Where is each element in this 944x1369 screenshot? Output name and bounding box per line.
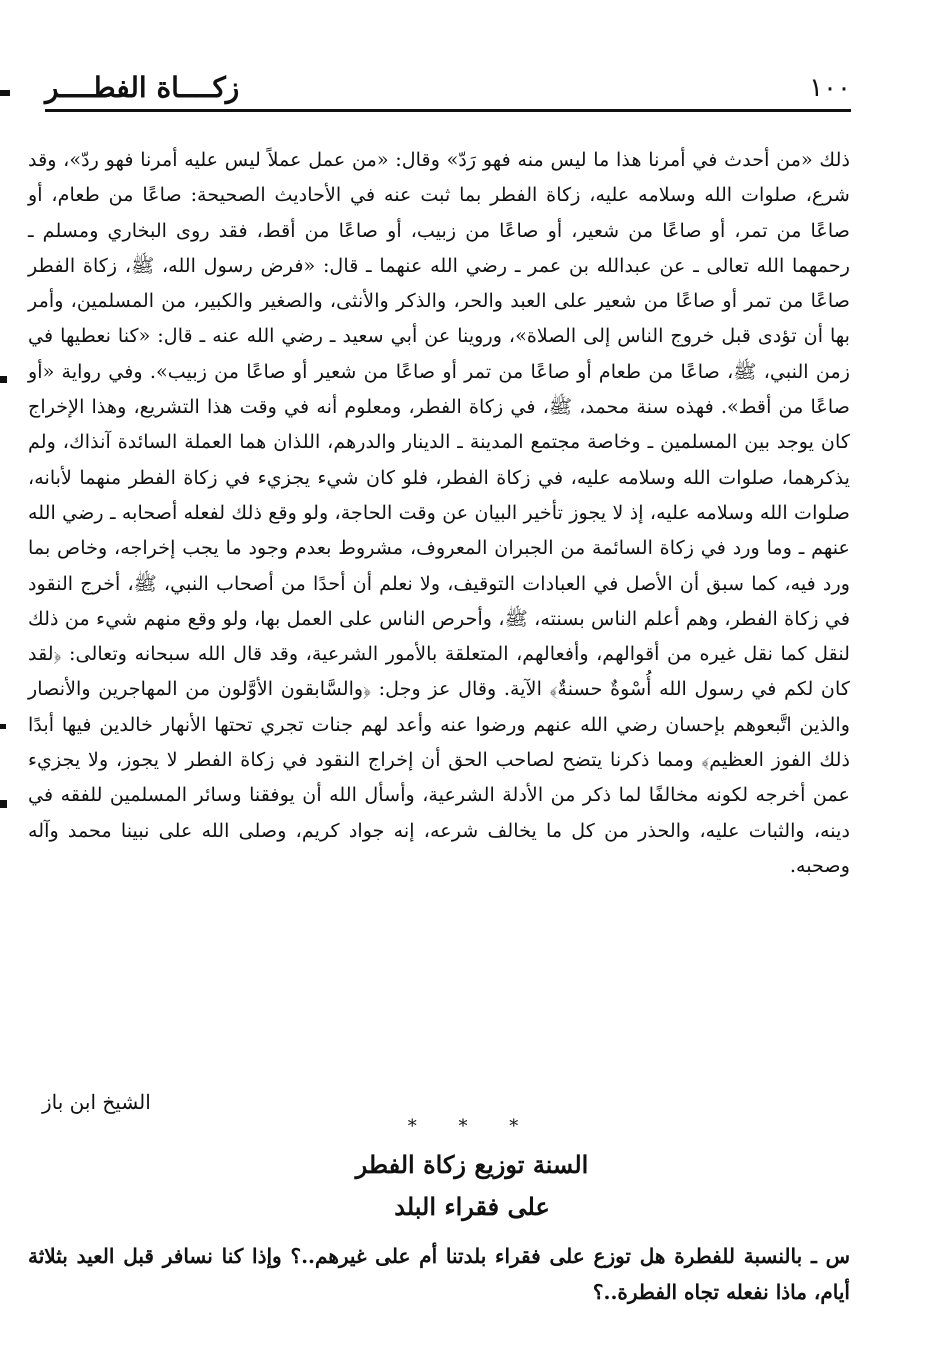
section-title-line-1: السنة توزيع زكاة الفطر [355, 1150, 589, 1179]
header-title: زكــــاة الفطــــر [45, 71, 240, 104]
scan-edge-mark [0, 800, 7, 808]
scan-edge-mark [0, 90, 10, 96]
page-number: ١٠٠ [809, 73, 851, 103]
body-paragraph: ذلك «من أحدث في أمرنا هذا ما ليس منه فهو رَدّ» وقال: «من عمل عملاً ليس عليه أمرنا فهو ردّ»، وقد شرع، صلوات الله وسلامه عليه، زكاة الفطر بما ثبت عنه في الأحاديث الصحيحة: صاعًا من طعام، أو صاعًا من تمر، أو صاعًا من شعير، أو صاعًا من زبيب، أو صاعًا من أقط، فقد روى البخاري ومسلم ـ رحمهما الله تعالى ـ عن عبدالله بن عمر ـ رضي الله عنهما ـ قال: «فرض رسول الله، ﷺ، زكاة الفطر صاعًا من تمر أو صاعًا من شعير على العبد والحر، والذكر والأنثى، والصغير والكبير، من المسلمين، وأمر بها أن تؤدى قبل خروج الناس إلى الصلاة»، وروينا عن أبي سعيد ـ رضي الله عنه ـ قال: «كنا نعطيها في زمن النبي، ﷺ، صاعًا من طعام أو صاعًا من تمر أو صاعًا من شعير أو صاعًا من زبيب». وفي رواية «أو صاعًا من أقط». فهذه سنة محمد، ﷺ، في زكاة الفطر، ومعلوم أنه في وقت هذا التشريع، وهذا الإخراج كان يوجد بين المسلمين ـ وخاصة مجتمع المدينة ـ الدينار والدرهم، اللذان هما العملة السائدة آنذاك، ولم يذكرهما، صلوات الله وسلامه عليه، في زكاة الفطر، فلو كان شيء يجزيء في زكاة الفطر منهما لأبانه، صلوات الله وسلامه عليه، إذ لا يجوز تأخير البيان عن وقت الحاجة، ولو وقع ذلك لفعله أصحابه ـ رضي الله عنهم ـ وما ورد في زكاة السائمة من الجبران المعروف، مشروط بعدم وجود ما يجب إخراجه، وخاص بما ورد فيه، كما سبق أن الأصل في العبادات التوقيف، ولا نعلم أن أحدًا من أصحاب النبي، ﷺ، أخرج النقود في زكاة الفطر، وهم أعلم الناس بسنته، ﷺ، وأحرص الناس على العمل بها، ولو وقع منهم شيء من ذلك لنقل كما نقل غيره من أقوالهم، وأفعالهم، المتعلقة بالأمور الشرعية، وقد قال الله سبحانه وتعالى: ﴿لقد كان لكم في رسول الله أُسْوةٌ حسنةٌ﴾ الآية. وقال عز وجل: ﴿والسَّابقون الأوَّلون من المهاجرين والأنصار والذين اتَّبعوهم بإحسان رضي الله عنهم ورضوا عنه وأعد لهم جنات تجري تحتها الأنهار خالدين فيها أبدًا ذلك الفوز العظيم﴾ ومما ذكرنا يتضح لصاحب الحق أن إخراج النقود في زكاة الفطر لا يجوز، ولا يجزيء عمن أخرجه لكونه مخالفًا لما ذكر من الأدلة الشرعية، وأسأل الله أن يوفقنا وسائر المسلمين للفقه في دينه، والثبات عليه، والحذر من كل ما يخالف شرعه، إنه جواد كريم، وصلى الله على نبينا محمد وآله وصحبه. [28, 148, 850, 877]
header-rule [45, 109, 851, 112]
running-header [45, 64, 851, 104]
question-block [28, 1238, 850, 1310]
author-signature: الشيخ ابن باز [42, 1090, 151, 1114]
body-text [28, 142, 850, 883]
scan-edge-mark [0, 724, 6, 729]
scan-edge-mark [0, 376, 7, 383]
section-ornament: * * * [407, 1116, 537, 1137]
question-text: س ـ بالنسبة للفطرة هل توزع على فقراء بلدتنا أم على غيرهم..؟ وإذا كنا نسافر قبل العيد بثلاثة أيام، ماذا نفعله تجاه الفطرة..؟ [28, 1244, 850, 1304]
section-title-line-2: على فقراء البلد [394, 1192, 550, 1221]
